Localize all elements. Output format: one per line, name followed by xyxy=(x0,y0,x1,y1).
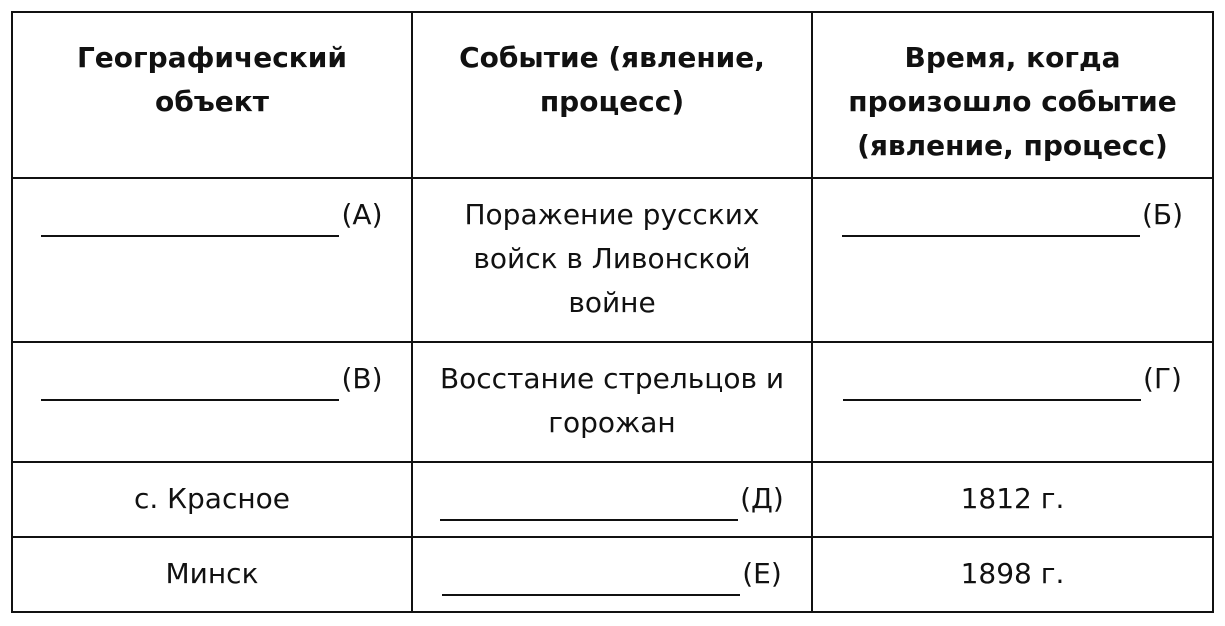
cell-time xyxy=(812,462,1213,537)
answer-line xyxy=(442,568,740,596)
answer-line xyxy=(843,373,1141,401)
cell-event xyxy=(412,537,812,612)
cell-time xyxy=(812,537,1213,612)
blank-label: (В) xyxy=(341,362,383,395)
cell-time xyxy=(812,178,1213,342)
blank-label: (Б) xyxy=(1141,198,1184,231)
answer-line xyxy=(440,493,738,521)
history-table xyxy=(11,11,1214,613)
cell-place xyxy=(12,342,412,462)
event-text: Поражение русских войск в Ливонской войне xyxy=(464,198,760,319)
answer-line xyxy=(41,209,339,237)
header-time: Время, когда произошло событие (явление, процесс) xyxy=(812,12,1213,178)
cell-event xyxy=(412,178,812,342)
blank-label: (Г) xyxy=(1143,362,1182,395)
blank-field-d[interactable] xyxy=(440,477,784,521)
blank-field-a[interactable] xyxy=(41,193,382,237)
blank-field-e[interactable] xyxy=(442,552,782,596)
cell-place xyxy=(12,178,412,342)
blank-field-v[interactable] xyxy=(41,357,382,401)
blank-label: (А) xyxy=(341,198,383,231)
answer-line xyxy=(842,209,1140,237)
blank-label: (Д) xyxy=(740,482,784,515)
event-text: Восстание стрельцов и горожан xyxy=(439,362,785,439)
answer-line xyxy=(41,373,339,401)
cell-event xyxy=(412,342,812,462)
cell-event xyxy=(412,462,812,537)
header-row xyxy=(12,12,1213,178)
place-text: Минск xyxy=(165,557,259,590)
time-text: 1812 г. xyxy=(960,482,1065,515)
header-geographic-object: Географический объект xyxy=(12,12,412,178)
cell-place xyxy=(12,537,412,612)
blank-field-b[interactable] xyxy=(842,193,1183,237)
blank-field-g[interactable] xyxy=(843,357,1182,401)
table-row xyxy=(12,462,1213,537)
blank-label: (Е) xyxy=(742,557,782,590)
header-event: Событие (явление, процесс) xyxy=(412,12,812,178)
table-row xyxy=(12,537,1213,612)
cell-time xyxy=(812,342,1213,462)
table-row xyxy=(12,342,1213,462)
cell-place xyxy=(12,462,412,537)
place-text: с. Красное xyxy=(133,482,291,515)
table-row xyxy=(12,178,1213,342)
time-text: 1898 г. xyxy=(960,557,1065,590)
